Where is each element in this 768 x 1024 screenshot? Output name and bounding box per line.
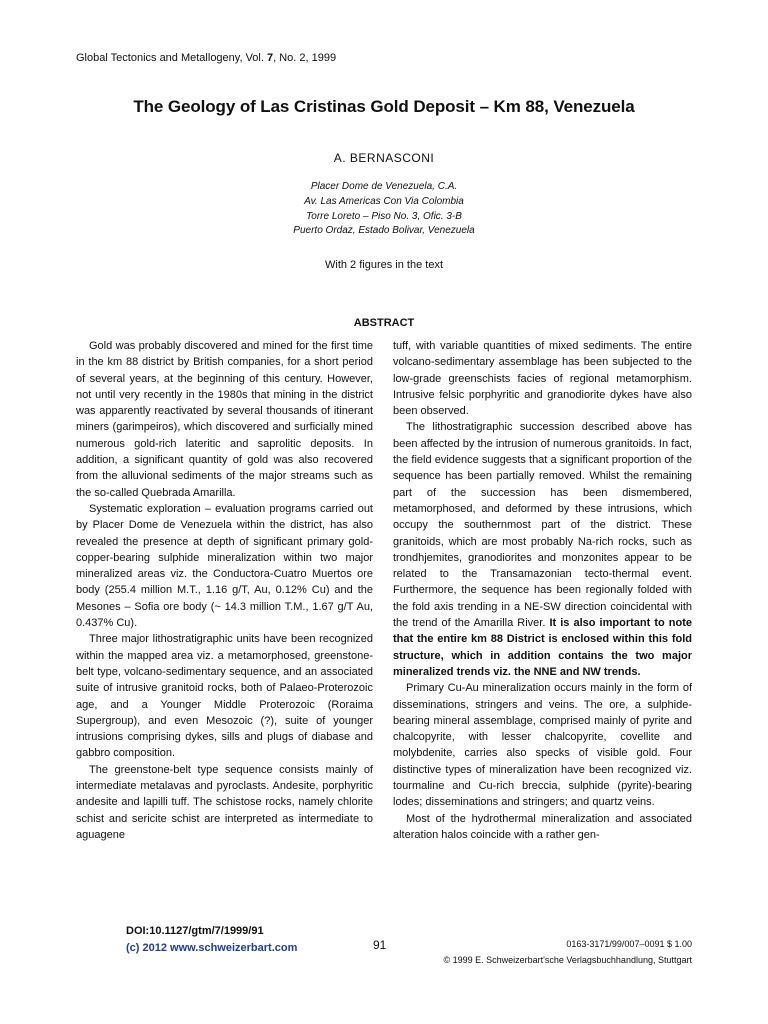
journal-prefix: Global Tectonics and Metallogeny, Vol. [76, 52, 267, 64]
abstract-left-column [76, 338, 373, 843]
copyright-site-link[interactable]: (c) 2012 www.schweizerbart.com [126, 942, 298, 954]
affiliation-block [0, 180, 768, 239]
abstract-paragraph [393, 419, 692, 680]
issn-text: 0163-3171/99/007–0091 $ 1.00 [566, 939, 692, 949]
paper-title: The Geology of Las Cristinas Gold Deposit – Km 88, Venezuela [133, 97, 635, 116]
figures-note: With 2 figures in the text [325, 259, 443, 271]
affiliation-line: Puerto Ordaz, Estado Bolivar, Venezuela [293, 225, 475, 237]
abstract-paragraph: Gold was probably discovered and mined for the first time in the km 88 district by British companies, for a short period of several years, at the beginning of this century. However, not until very recently in the 1980s that mining in the district was apparently reactivated by several thousands of itinerant miners (garimpeiros), which discovered and surficially mined numerous gold-rich lateritic and saprolitic deposits. In addition, a significant quantity of gold was also recovered from the alluvional sediments of the major streams such as the so-called Quebrada Amarilla. [76, 340, 373, 499]
abstract-paragraph: Most of the hydrothermal mineralization and associated alteration halos coincide with a rather gen- [393, 812, 692, 841]
abstract-right-column [393, 338, 692, 843]
journal-citation [76, 52, 336, 64]
affiliation-line: Placer Dome de Venezuela, C.A. [310, 181, 458, 192]
journal-volume: 7 [267, 52, 274, 64]
abstract-paragraph: tuff, with variable quantities of mixed sediments. The entire volcano-sedimentary assemblage has been subjected to the low-grade greenschists facies of regional metamorphism. Intrusive felsic porphyritic and granodiorite dykes have also been observed. [393, 340, 692, 418]
paragraph-text: The lithostratigraphic succession described above has been affected by the intrusion of numerous granitoids. In fact, the field evidence suggests that a significant proportion of the sequence has been partially removed. Whilst the remaining part of the succession has been dismembered, metamorphosed, and deformed by these intrusions, which occupy the southernmost part of the district. These granitoids, which are most probably Na-rich rocks, such as trondhjemites, granodiorites and monzonites appear to be related to the Transamazonian tecto-thermal event. Furthermore, the sequence has been regionally folded with the fold axis trending in a NE-SW direction coincidental with the trend of the Amarilla River. [393, 421, 692, 630]
abstract-paragraph: Primary Cu-Au mineralization occurs mainly in the form of disseminations, stringers and veins. The ore, a sulphide-bearing mineral assemblage, comprised mainly of pyrite and chalcopyrite, with lesser chalcopyrite, covellite and molybdenite, carries also specks of visible gold. Four distinctive types of mineralization have been recognized viz. tourmaline and Cu-rich breccia, sulphide (pyrite)-bearing lodes; disseminations and stringers; and quartz veins. [393, 682, 692, 809]
author-name: A. BERNASCONI [333, 151, 435, 165]
emphasized-text: It is also important to note that the entire km 88 District is enclosed within this fold structure, which in addition contains the two major mineralized trends viz. the NNE and NW trends. [393, 617, 692, 678]
affiliation-line: Av. Las Americas Con Via Colombia [304, 195, 464, 207]
abstract-heading: ABSTRACT [353, 317, 415, 329]
publisher-copyright: © 1999 E. Schweizerbart'sche Verlagsbuchhandlung, Stuttgart [443, 955, 692, 965]
affiliation-line: Torre Loreto – Piso No. 3, Ofic. 3-B [306, 210, 462, 222]
abstract-paragraph: The greenstone-belt type sequence consists mainly of intermediate metalavas and pyroclasts. Andesite, porphyritic andesite and lapilli tuff. The schistose rocks, namely chlorite schist and sericite schist are interpreted as intermediate to aguagene [76, 763, 373, 841]
abstract-paragraph: Systematic exploration – evaluation programs carried out by Placer Dome de Venezuela within the district, has also revealed the presence at depth of significant primary gold-copper-bearing sulphide mineralization within two major mineralized areas viz. the Conductora-Cuatro Muertos ore body (255.4 million M.T., 1.16 g/T, Au, 0.12% Cu) and the Mesones – Sofia ore body (~ 14.3 million T.M., 1.67 g/T Au, 0.437% Cu). [76, 502, 373, 630]
abstract-paragraph: Three major lithostratigraphic units have been recognized within the mapped area viz. a metamorphosed, greenstone-belt type, volcano-sedimentary sequence, and an associated suite of intrusive granitoid rocks, both of Palaeo-Proterozoic age, and a Younger Middle Proterozoic (Roraima Supergroup), and even Mesozoic (?), suite of younger intrusions comprising dykes, sills and plugs of diabase and gabbro composition. [76, 633, 373, 760]
page-number: 91 [373, 938, 387, 952]
doi-text: DOI:10.1127/gtm/7/1999/91 [126, 925, 264, 937]
journal-suffix: , No. 2, 1999 [273, 52, 337, 64]
